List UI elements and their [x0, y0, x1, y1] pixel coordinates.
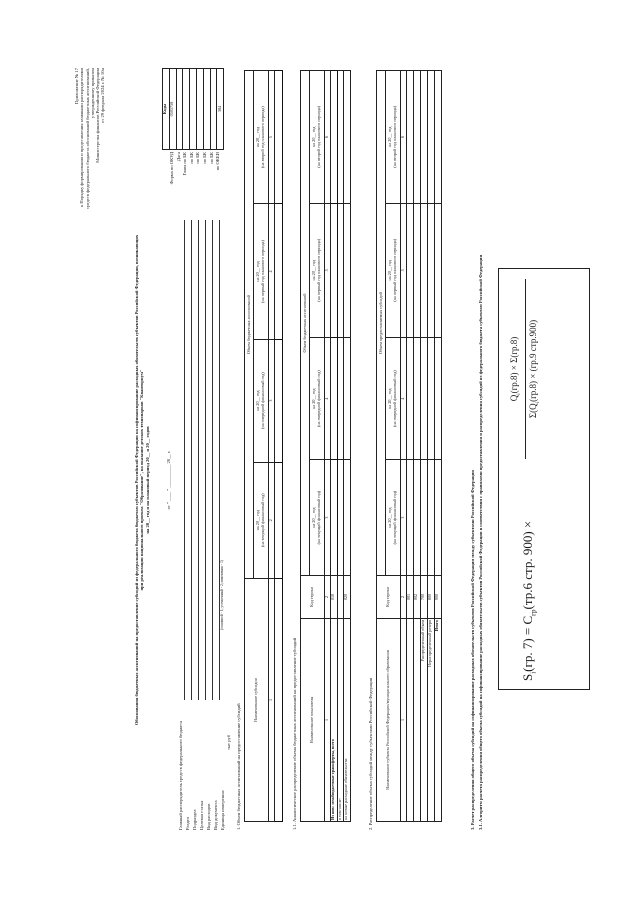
s2-cell: [427, 71, 434, 204]
formula: [521, 521, 538, 681]
s2-year-3: на 20__ год (на первый год планового периода): [386, 203, 401, 338]
s11-row-name: Из них: межбюджетные трансферты, всего: [330, 619, 337, 822]
field-vr: Вид расходов: [206, 803, 211, 830]
formula-lhs-arg: (гр. 7) = C: [520, 615, 535, 672]
s2-cell: [427, 338, 434, 460]
s2-cell: [434, 203, 441, 338]
s11-num: 3: [325, 460, 331, 576]
fraction-bar: [525, 279, 526, 459]
annex-line: утвержденному приказом: [89, 68, 95, 119]
s1-group: Объем бюджетных ассигнований: [245, 71, 254, 579]
formula-denominator: $\Sigma(Q_i(гр.8) \times (гр.9$ стр.900): [527, 319, 541, 419]
s11-num: 2: [325, 576, 331, 619]
section11-table: [300, 70, 351, 822]
s2-row-code: 002: [413, 576, 420, 619]
field-line: [212, 220, 213, 700]
field-cs: Целевая статья: [199, 800, 204, 830]
s1-cell: [274, 462, 282, 578]
field-doc: Вид документа: [213, 800, 218, 830]
s2-cell: [413, 338, 420, 460]
code-okud: 0505758: [169, 69, 176, 150]
s11-year-1: на 20__ год (на текущий финансовый год): [310, 460, 325, 576]
s2-row-name: Итого: [434, 619, 441, 822]
s2-num: 3: [401, 460, 407, 576]
s1-year-3: на 20__ год (на первый год планового периода): [254, 204, 269, 339]
s11-cell: [330, 460, 337, 576]
title-line-3: на 20__ год и на плановый период 20__ и 20__ годов: [144, 426, 150, 534]
s2-cell: [427, 460, 434, 576]
s2-cell: [406, 71, 413, 204]
s11-year-2: на 20__ год (на очередной финансовый год): [310, 338, 325, 460]
s11-cell: [343, 338, 350, 460]
code-bk-3: [203, 69, 210, 150]
s2-year-1: на 20__ год (на текущий финансовый год): [386, 460, 401, 576]
s1-cell: [274, 204, 282, 339]
s1-col-name: Наименование субсидии: [245, 579, 269, 822]
s2-cell: [413, 460, 420, 576]
title-line-2: при реализации национального проекта "Образование", на оказание детских технопарков "Кванториум": [139, 369, 145, 591]
field-razdel: Раздел: [185, 817, 190, 830]
annex-line: Министерства финансов Российской Федерации: [95, 68, 101, 163]
s11-year-3: на 20__ год (на первый год планового периода): [310, 203, 325, 338]
s2-col-name: Наименование субъекта Российской Федерации/муниципального образования: [377, 619, 401, 822]
s11-num: 4: [325, 338, 331, 460]
code-label: по БК: [195, 152, 201, 164]
s2-cell: [434, 338, 441, 460]
s2-row-name: Распределенный объем: [420, 619, 427, 822]
field-unit: Единица измерения:: [220, 790, 225, 830]
s2-cell: [420, 71, 427, 204]
section1-heading: 1. Объем бюджетных ассигнований на предоставление субсидий: [236, 703, 241, 830]
s11-num: 6: [325, 71, 331, 204]
code-bk-2: [196, 69, 203, 150]
s11-row-name: на новые расходные обязательства: [343, 619, 350, 822]
s11-cell: [330, 338, 337, 460]
section2-table: [376, 70, 442, 822]
code-bk-4: [210, 69, 217, 150]
s11-row-code: 020: [343, 576, 350, 619]
title-line-1: Обоснования бюджетных ассигнований на предоставление субсидий из федерального бюджета бюджетам субъектов Российской Федерации на софинансирование расходных обязательств субъектов Российской Федерации, возникающих: [134, 234, 139, 726]
s2-cell: [420, 338, 427, 460]
formula-fraction: [509, 279, 541, 459]
code-label: Форма по ОКУД: [169, 152, 174, 185]
code-okei: 384: [217, 69, 224, 150]
s2-row-name: [413, 619, 420, 822]
s1-num: 2: [269, 462, 275, 578]
s2-cell: [420, 460, 427, 576]
s2-cell: [406, 460, 413, 576]
s2-cell: [406, 203, 413, 338]
s2-row-code: 900: [434, 576, 441, 619]
annex-line: к Порядку формирования и представления главными распорядителями: [79, 68, 85, 207]
s11-num: 1: [325, 619, 331, 822]
field-podrazdel: Подраздел: [192, 809, 197, 830]
annex-line: от 29 февраля 2024 г. № 10н: [100, 68, 106, 123]
section1-table: [244, 70, 283, 822]
doc-type-hint: (основной - 1; уточненный - 2; изменения - 3): [220, 560, 224, 630]
s2-cell: [413, 71, 420, 204]
s1-year-2: на 20__ год (на очередной финансовый год): [254, 339, 269, 462]
s2-cell: [427, 203, 434, 338]
s2-cell: [413, 203, 420, 338]
form-date: от " ____ " __________ 20__ г.: [166, 450, 171, 510]
s2-row-code: 001: [406, 576, 413, 619]
form-title: [134, 180, 150, 780]
s2-row-name: [406, 619, 413, 822]
s11-num: 5: [325, 203, 331, 338]
s1-year-4: на 20__ год (на второй год планового периода): [254, 71, 269, 204]
s2-num: 5: [401, 203, 407, 338]
s11-col-name: Наименование показателя: [301, 619, 325, 822]
s1-num: 4: [269, 204, 275, 339]
code-label: Дата: [175, 152, 181, 162]
annex-line: Приложение № 17: [74, 68, 79, 104]
annex-block: [74, 68, 106, 238]
formula-numerator: $Q_i(гр.8) \times \Sigma(гр.8)$: [509, 336, 522, 402]
code-label: по БК: [188, 152, 194, 164]
s2-cell: [406, 338, 413, 460]
code-label: по БК: [201, 152, 207, 164]
s11-cell: [343, 203, 350, 338]
s11-cell: [330, 203, 337, 338]
section11-heading: 1.1. Аналитическое распределение объема бюджетных ассигнований на предоставление субсидий: [292, 637, 297, 830]
s2-col-code: Код строки: [377, 576, 401, 619]
s2-num: 6: [401, 71, 407, 204]
s2-cell: [420, 203, 427, 338]
field-grbs: Главный распорядитель средств федерального бюджета: [178, 720, 183, 830]
s1-cell: [274, 579, 282, 822]
rotated-form-sheet: [70, 60, 610, 840]
s1-num: 3: [269, 339, 275, 462]
s2-row-name: Нераспределенный резерв: [427, 619, 434, 822]
s1-cell: [274, 71, 282, 204]
code-glava: [183, 69, 190, 150]
s2-num: 2: [401, 576, 407, 619]
annex-line: средств федерального бюджета обоснований бюджетных ассигнований,: [84, 68, 90, 209]
code-label: по БК: [208, 152, 214, 164]
formula-c-sub: гр: [529, 609, 538, 616]
code-date: [176, 69, 183, 150]
field-line: [191, 220, 192, 700]
unit-value: тыс руб: [226, 734, 231, 750]
s2-year-4: на 20__ год (на второй год планового периода): [386, 71, 401, 204]
s2-num: 4: [401, 338, 407, 460]
s11-row-name: в том числе:: [337, 619, 343, 822]
formula-lhs: S: [520, 673, 535, 681]
section31-heading: 3.1. Алгоритм расчета распределения общего объема субсидий на софинансирование расходных обязательств субъектов Российской Федерации в соответствии с правилами предоставления и распределения субсидий из федерального бюджета субъектам Российской Федерации: [478, 254, 483, 830]
formula-box: [498, 268, 590, 690]
s2-cell: [434, 460, 441, 576]
codes-header: Коды: [163, 69, 170, 150]
s2-row-code: 800: [427, 576, 434, 619]
formula-mult: (тр.6 стр. 900) ×: [520, 520, 535, 610]
s11-group: Объем бюджетных ассигнований: [301, 71, 310, 576]
s2-group: Объем предоставляемых субсидий: [377, 71, 386, 576]
field-line: [198, 220, 199, 700]
section3-heading: 3. Расчет распределения общего объема субсидий на софинансирование расходных обязательств субъектов Российской Федерации между субъектами Российской Федерации: [470, 470, 475, 830]
s11-col-code: Код строки: [301, 576, 325, 619]
s11-row-code: 010: [330, 576, 337, 619]
s2-num: 1: [401, 619, 407, 822]
s2-row-code: 700: [420, 576, 427, 619]
s1-year-1: на 20__ год (на текущий финансовый год): [254, 462, 269, 578]
s11-cell: [343, 460, 350, 576]
s1-num: 1: [269, 579, 275, 822]
formula-lhs-sub: i: [529, 671, 538, 674]
s2-year-2: на 20__ год (на очередной финансовый год): [386, 338, 401, 460]
s11-year-4: на 20__ год (на второй год планового периода): [310, 71, 325, 204]
s2-cell: [434, 71, 441, 204]
code-bk-1: [190, 69, 197, 150]
field-line: [184, 220, 185, 700]
codes-labels: [169, 152, 222, 200]
s11-cell: [343, 71, 350, 204]
code-label: по ОКЕИ: [215, 152, 221, 171]
codes-table: [162, 68, 224, 150]
s11-cell: [330, 71, 337, 204]
s1-cell: [274, 339, 282, 462]
field-line: [205, 220, 206, 700]
section2-heading: 2. Распределение объема субсидий между субъектами Российской Федерации: [368, 677, 373, 830]
code-label: Глава по БК: [182, 152, 188, 176]
s1-num: 5: [269, 71, 275, 204]
